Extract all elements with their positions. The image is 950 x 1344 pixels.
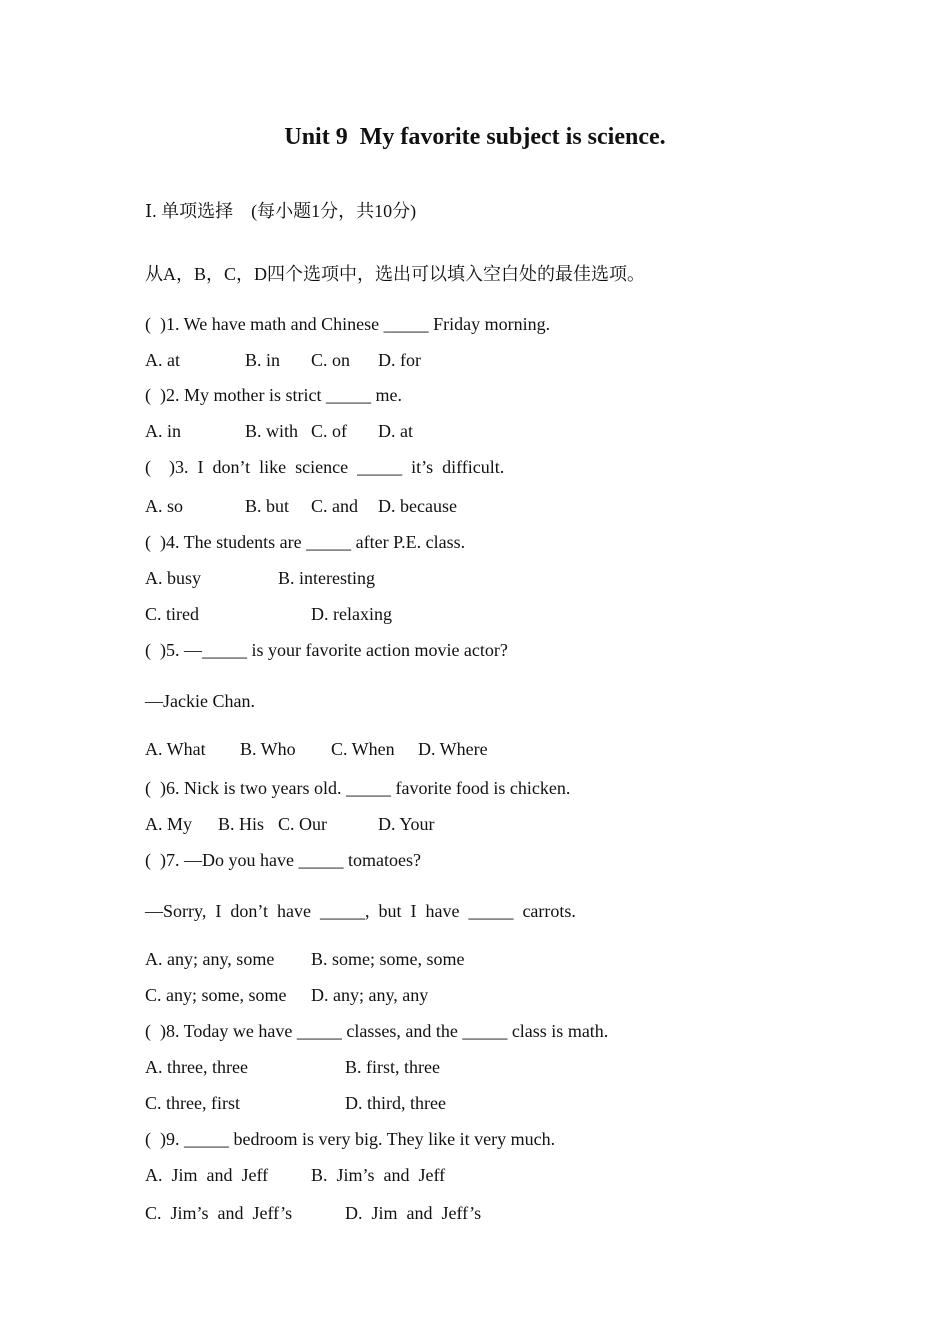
question-3-option-d: D. because [378,496,457,516]
question-6-option-c: C. Our [278,814,327,834]
question-9-stem: ( )9. _____ bedroom is very big. They like it very much. [145,1129,556,1149]
question-5-option-b: B. Who [240,739,296,759]
question-8-option-d: D. third, three [345,1093,446,1113]
question-7-option-b: B. some; some, some [311,949,465,969]
question-3-option-b: B. but [245,496,290,516]
question-7-option-a: A. any; any, some [145,949,275,969]
question-1-option-b: B. in [245,350,281,370]
question-4-option-b: B. interesting [278,568,375,588]
question-1-option-a: A. at [145,350,180,370]
question-5-stem: ( )5. —_____ is your favorite action movie actor? [145,640,508,660]
question-7-option-c: C. any; some, some [145,985,287,1005]
question-4-option-d: D. relaxing [311,604,392,624]
question-9-option-c: C. Jim’s and Jeff’s [145,1203,293,1223]
question-2-option-d: D. at [378,421,413,441]
question-1-option-d: D. for [378,350,421,370]
section-instruction: 从A，B，C，D四个选项中，选出可以填入空白处的最佳选项。 [145,264,646,284]
question-6-option-d: D. Your [378,814,435,834]
question-7-stem: ( )7. —Do you have _____ tomatoes? [145,850,421,870]
question-9-option-a: A. Jim and Jeff [145,1165,269,1185]
question-5-option-a: A. What [145,739,206,759]
question-4-option-a: A. busy [145,568,202,588]
question-9-option-d: D. Jim and Jeff’s [345,1203,482,1223]
question-4-option-c: C. tired [145,604,199,624]
question-8-option-b: B. first, three [345,1057,440,1077]
question-3-option-c: C. and [311,496,358,516]
section-heading: Ⅰ. 单项选择 (每小题1分，共10分) [145,201,417,221]
question-5-option-d: D. Where [418,739,488,759]
question-1-stem: ( )1. We have math and Chinese _____ Friday morning. [145,314,551,334]
question-1-option-c: C. on [311,350,351,370]
question-3-option-a: A. so [145,496,184,516]
question-2-option-b: B. with [245,421,299,441]
question-6-option-b: B. His [218,814,265,834]
question-6-stem: ( )6. Nick is two years old. _____ favorite food is chicken. [145,778,571,798]
question-5-answer-line: —Jackie Chan. [145,691,255,711]
question-2-option-a: A. in [145,421,181,441]
question-2-stem: ( )2. My mother is strict _____ me. [145,385,402,405]
question-5-option-c: C. When [331,739,395,759]
question-2-option-c: C. of [311,421,347,441]
question-3-stem: ( )3. I don’t like science _____ it’s difficult. [145,457,505,477]
question-6-option-a: A. My [145,814,193,834]
question-7-answer-line: —Sorry, I don’t have _____, but I have _____ carrots. [145,901,576,921]
question-8-stem: ( )8. Today we have _____ classes, and the _____ class is math. [145,1021,609,1041]
question-8-option-c: C. three, first [145,1093,240,1113]
question-8-option-a: A. three, three [145,1057,248,1077]
question-4-stem: ( )4. The students are _____ after P.E. class. [145,532,466,552]
page-title: Unit 9 My favorite subject is science. [284,124,666,150]
question-7-option-d: D. any; any, any [311,985,429,1005]
question-9-option-b: B. Jim’s and Jeff [311,1165,446,1185]
